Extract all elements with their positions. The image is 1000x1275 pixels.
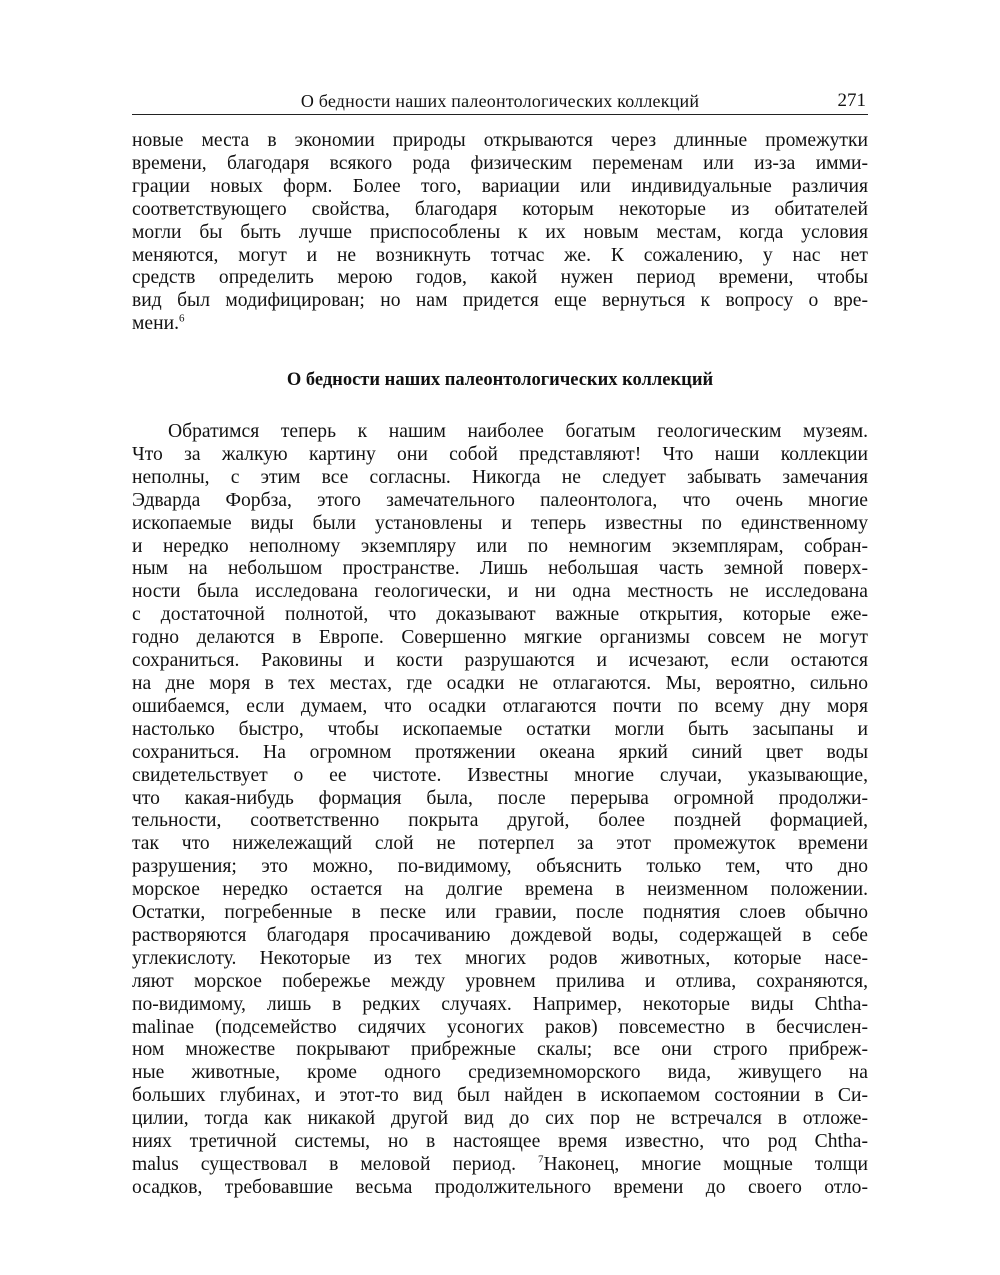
paragraph-1 <box>132 130 868 336</box>
paragraph-2 <box>132 421 868 1200</box>
text-line: соответствующего свойства, благодаря которым некоторые из обитателей <box>132 198 868 220</box>
text-line-last <box>132 313 868 336</box>
text-fragment: Наконец, многие мощные толщи <box>543 1154 868 1175</box>
footnote-marker: 7 <box>538 1154 544 1166</box>
text-line: морское нередко остается на долгие времена в неизменном положении. <box>132 879 868 901</box>
text-line: грации новых форм. Более того, вариации или индивидуальные различия <box>132 175 868 197</box>
text-line: ляют морское побережье между уровнем прилива и отлива, сохраняются, <box>132 970 868 992</box>
text-line: средств определить мерою годов, какой нужен период времени, чтобы <box>132 267 868 289</box>
running-title: О бедности наших палеонтологических коллекций <box>300 91 700 111</box>
text-line: ном множестве покрывают прибрежные скалы; все они строго прибреж- <box>132 1039 868 1061</box>
text-line: malinae (подсемейство сидячих усоногих раков) повсеместно в бесчислен- <box>132 1016 868 1038</box>
text-line: Остатки, погребенные в песке или гравии, после поднятия слоев обычно <box>132 902 868 924</box>
text-line: сохраниться. На огромном протяжении океана яркий синий цвет воды <box>132 741 868 763</box>
text-line: растворяются благодаря просачиванию дождевой воды, содержащей в себе <box>132 924 868 946</box>
text-line <box>132 1154 868 1177</box>
text-line: годно делаются в Европе. Совершенно мягкие организмы совсем не могут <box>132 627 868 649</box>
text-line: больших глубинах, и этот-то вид был найден в ископаемом состоянии в Си- <box>132 1085 868 1107</box>
text-line: и нередко неполному экземпляру или по немногим экземплярам, собран- <box>132 535 868 557</box>
text-fragment: мени. <box>132 313 179 335</box>
text-line: Что за жалкую картину они собой представляют! Что наши коллекции <box>132 443 868 465</box>
text-line: осадков, требовавшие весьма продолжительного времени до своего отло- <box>132 1176 868 1198</box>
running-header <box>132 88 868 115</box>
text-line: с достаточной полнотой, что доказывают важные открытия, которые еже- <box>132 604 868 626</box>
text-line: неполны, с этим все согласны. Никогда не следует забывать замечания <box>132 466 868 488</box>
text-line: вид был модифицирован; но нам придется еще вернуться к вопросу о вре- <box>132 290 868 312</box>
text-line: так что нижележащий слой не потерпел за этот промежуток времени <box>132 833 868 855</box>
section-heading: О бедности наших палеонтологических коллекций <box>286 370 714 390</box>
text-line: свидетельствует о ее чистоте. Известны многие случаи, указывающие, <box>132 764 868 786</box>
text-line-first: Обратимся теперь к нашим наиболее богатым геологическим музеям. <box>168 421 868 442</box>
text-line: времени, благодаря всякого рода физическим переменам или из-за имми- <box>132 152 868 174</box>
text-fragment: malus существовал в меловой период. <box>132 1154 539 1175</box>
text-line: новые места в экономии природы открываются через длинные промежутки <box>132 130 868 151</box>
text-line: на дне моря в тех местах, где осадки не отлагаются. Мы, вероятно, сильно <box>132 672 868 694</box>
footnote-marker: 6 <box>178 313 185 325</box>
text-line: что какая-нибудь формация была, после перерыва огромной продолжи- <box>132 787 868 809</box>
text-line: ности была исследована геологически, и ни одна местность не исследована <box>132 581 868 603</box>
text-line: ошибаемся, если думаем, что осадки отлагаются почти по всему дну моря <box>132 695 868 717</box>
text-line: ные животные, кроме одного средиземноморского вида, живущего на <box>132 1062 868 1084</box>
text-line: настолько быстро, чтобы ископаемые остатки могли быть засыпаны и <box>132 718 868 740</box>
text-line: по-видимому, лишь в редких случаях. Например, некоторые виды Chtha- <box>132 993 868 1015</box>
text-line: углекислоту. Некоторые из тех многих родов животных, которые насе- <box>132 947 868 969</box>
text-line: могли бы быть лучше приспособлены к их новым местам, когда условия <box>132 221 868 243</box>
text-line: меняются, могут и не возникнуть тотчас же. К сожалению, у нас нет <box>132 244 868 266</box>
text-line: ископаемые виды были установлены и теперь известны по единственному <box>132 512 868 534</box>
text-line: Эдварда Форбза, этого замечательного палеонтолога, что очень многие <box>132 489 868 511</box>
text-line: сохраниться. Раковины и кости разрушаются и исчезают, если остаются <box>132 650 868 672</box>
page-number: 271 <box>837 90 866 111</box>
text-line: ниях третичной системы, но в настоящее время известно, что род Chtha- <box>132 1131 868 1153</box>
text-line: тельности, соответственно покрыта другой, более поздней формацией, <box>132 810 868 832</box>
text-line: разрушения; это можно, по-видимому, объяснить только тем, что дно <box>132 856 868 878</box>
text-line: цилии, тогда как никакой другой вид до сих пор не встречался в отложе- <box>132 1108 868 1130</box>
text-line: ным на небольшом пространстве. Лишь небольшая часть земной поверх- <box>132 558 868 580</box>
